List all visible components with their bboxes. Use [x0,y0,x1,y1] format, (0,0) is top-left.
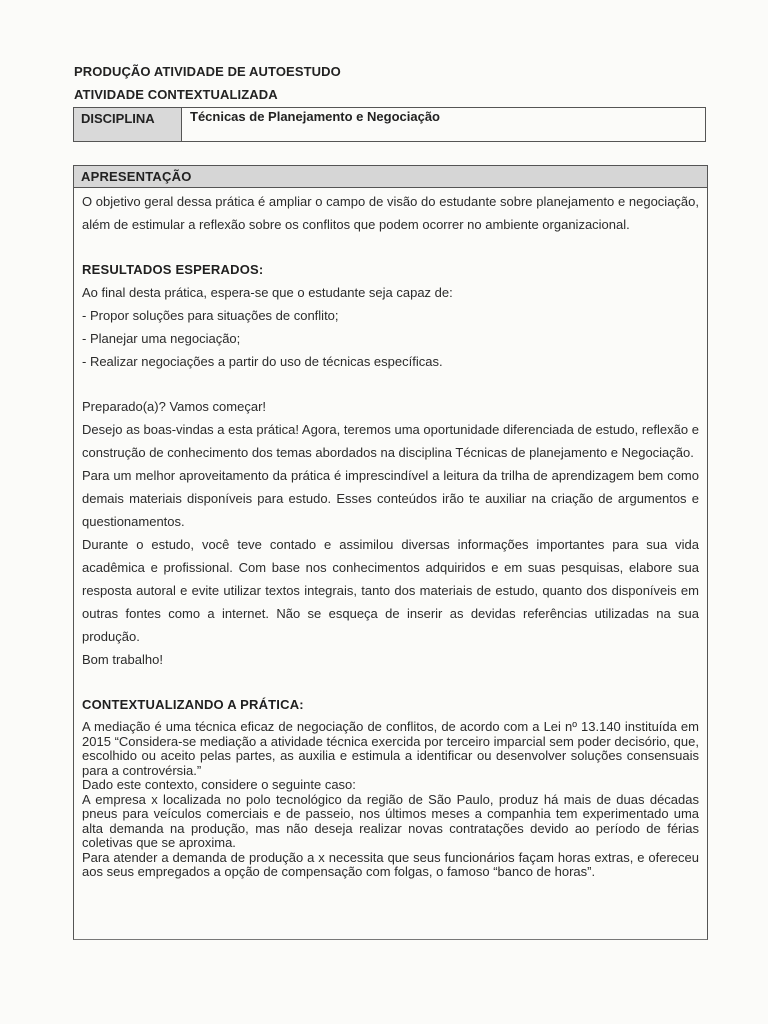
context-lead: Dado este contexto, considere o seguinte caso: [82,777,356,792]
mediation-paragraph: A mediação é uma técnica eficaz de negociação de conflitos, de acordo com a Lei nº 13.140 instituída em 2015 “Considera-se mediação a atividade técnica exercida por terceiro imparcial sem poder decisório, que, escolhido ou aceito pelas partes, as auxilia e estimula a identificar ou desenvolver soluções consensuais para a controvérsia.” [82,719,699,778]
context-heading: CONTEXTUALIZANDO A PRÁTICA: [82,697,304,712]
content-box [73,165,708,940]
discipline-value: Técnicas de Planejamento e Negociação [190,109,440,124]
results-item: - Propor soluções para situações de conflito; [82,308,339,323]
document-subtitle: ATIVIDADE CONTEXTUALIZADA [74,87,278,102]
results-item: - Realizar negociações a partir do uso de técnicas específicas. [82,354,443,369]
discipline-table [73,107,706,142]
presentation-heading: APRESENTAÇÃO [74,166,707,188]
results-item: - Planejar uma negociação; [82,331,241,346]
case-paragraph: A empresa x localizada no polo tecnológico da região de São Paulo, produz há mais de duas décadas pneus para veículos comerciais e de passeio, nos últimos meses a companhia tem experimentado uma alta demanda na produção, mas não deseja realizar novas contratações devido ao período de férias coletivas que se aproxima. [82,791,699,850]
overtime-paragraph: Para atender a demanda de produção a x necessita que seus funcionários façam horas extras, e ofereceu aos seus empregados a opção de compensação com folgas, o famoso “banco de horas”. [82,849,699,879]
welcome-paragraph: Desejo as boas-vindas a esta prática! Agora, teremos uma oportunidade diferenciada de estudo, reflexão e construção de conhecimento dos temas abordados na disciplina Técnicas de planejamento e Negociação. [82,422,699,460]
discipline-label: DISCIPLINA [74,108,182,141]
content-body [74,188,707,880]
study-paragraph: Para um melhor aproveitamento da prática é imprescindível a leitura da trilha de aprendizagem bem como demais materiais disponíveis para estudo. Esses conteúdos irão te auxiliar na criação de argumentos e questionamentos. [82,468,699,529]
presentation-intro: O objetivo geral dessa prática é ampliar o campo de visão do estudante sobre planejamento e negociação, além de estimular a reflexão sobre os conflitos que podem ocorrer no ambiente organizacional. [82,194,699,232]
document-title: PRODUÇÃO ATIVIDADE DE AUTOESTUDO [74,64,341,79]
results-heading: RESULTADOS ESPERADOS: [82,262,264,277]
closing-line: Bom trabalho! [82,652,163,667]
authorship-paragraph: Durante o estudo, você teve contado e assimilou diversas informações importantes para sua vida acadêmica e profissional. Com base nos conhecimentos adquiridos e em suas pesquisas, elabore sua resposta autoral e evite utilizar textos integrais, tanto dos materiais de estudo, quanto dos disponíveis em outras fontes como a internet. Não se esqueça de inserir as devidas referências utilizadas na sua produção. [82,537,699,644]
results-lead: Ao final desta prática, espera-se que o estudante seja capaz de: [82,285,453,300]
ready-line: Preparado(a)? Vamos começar! [82,399,267,414]
